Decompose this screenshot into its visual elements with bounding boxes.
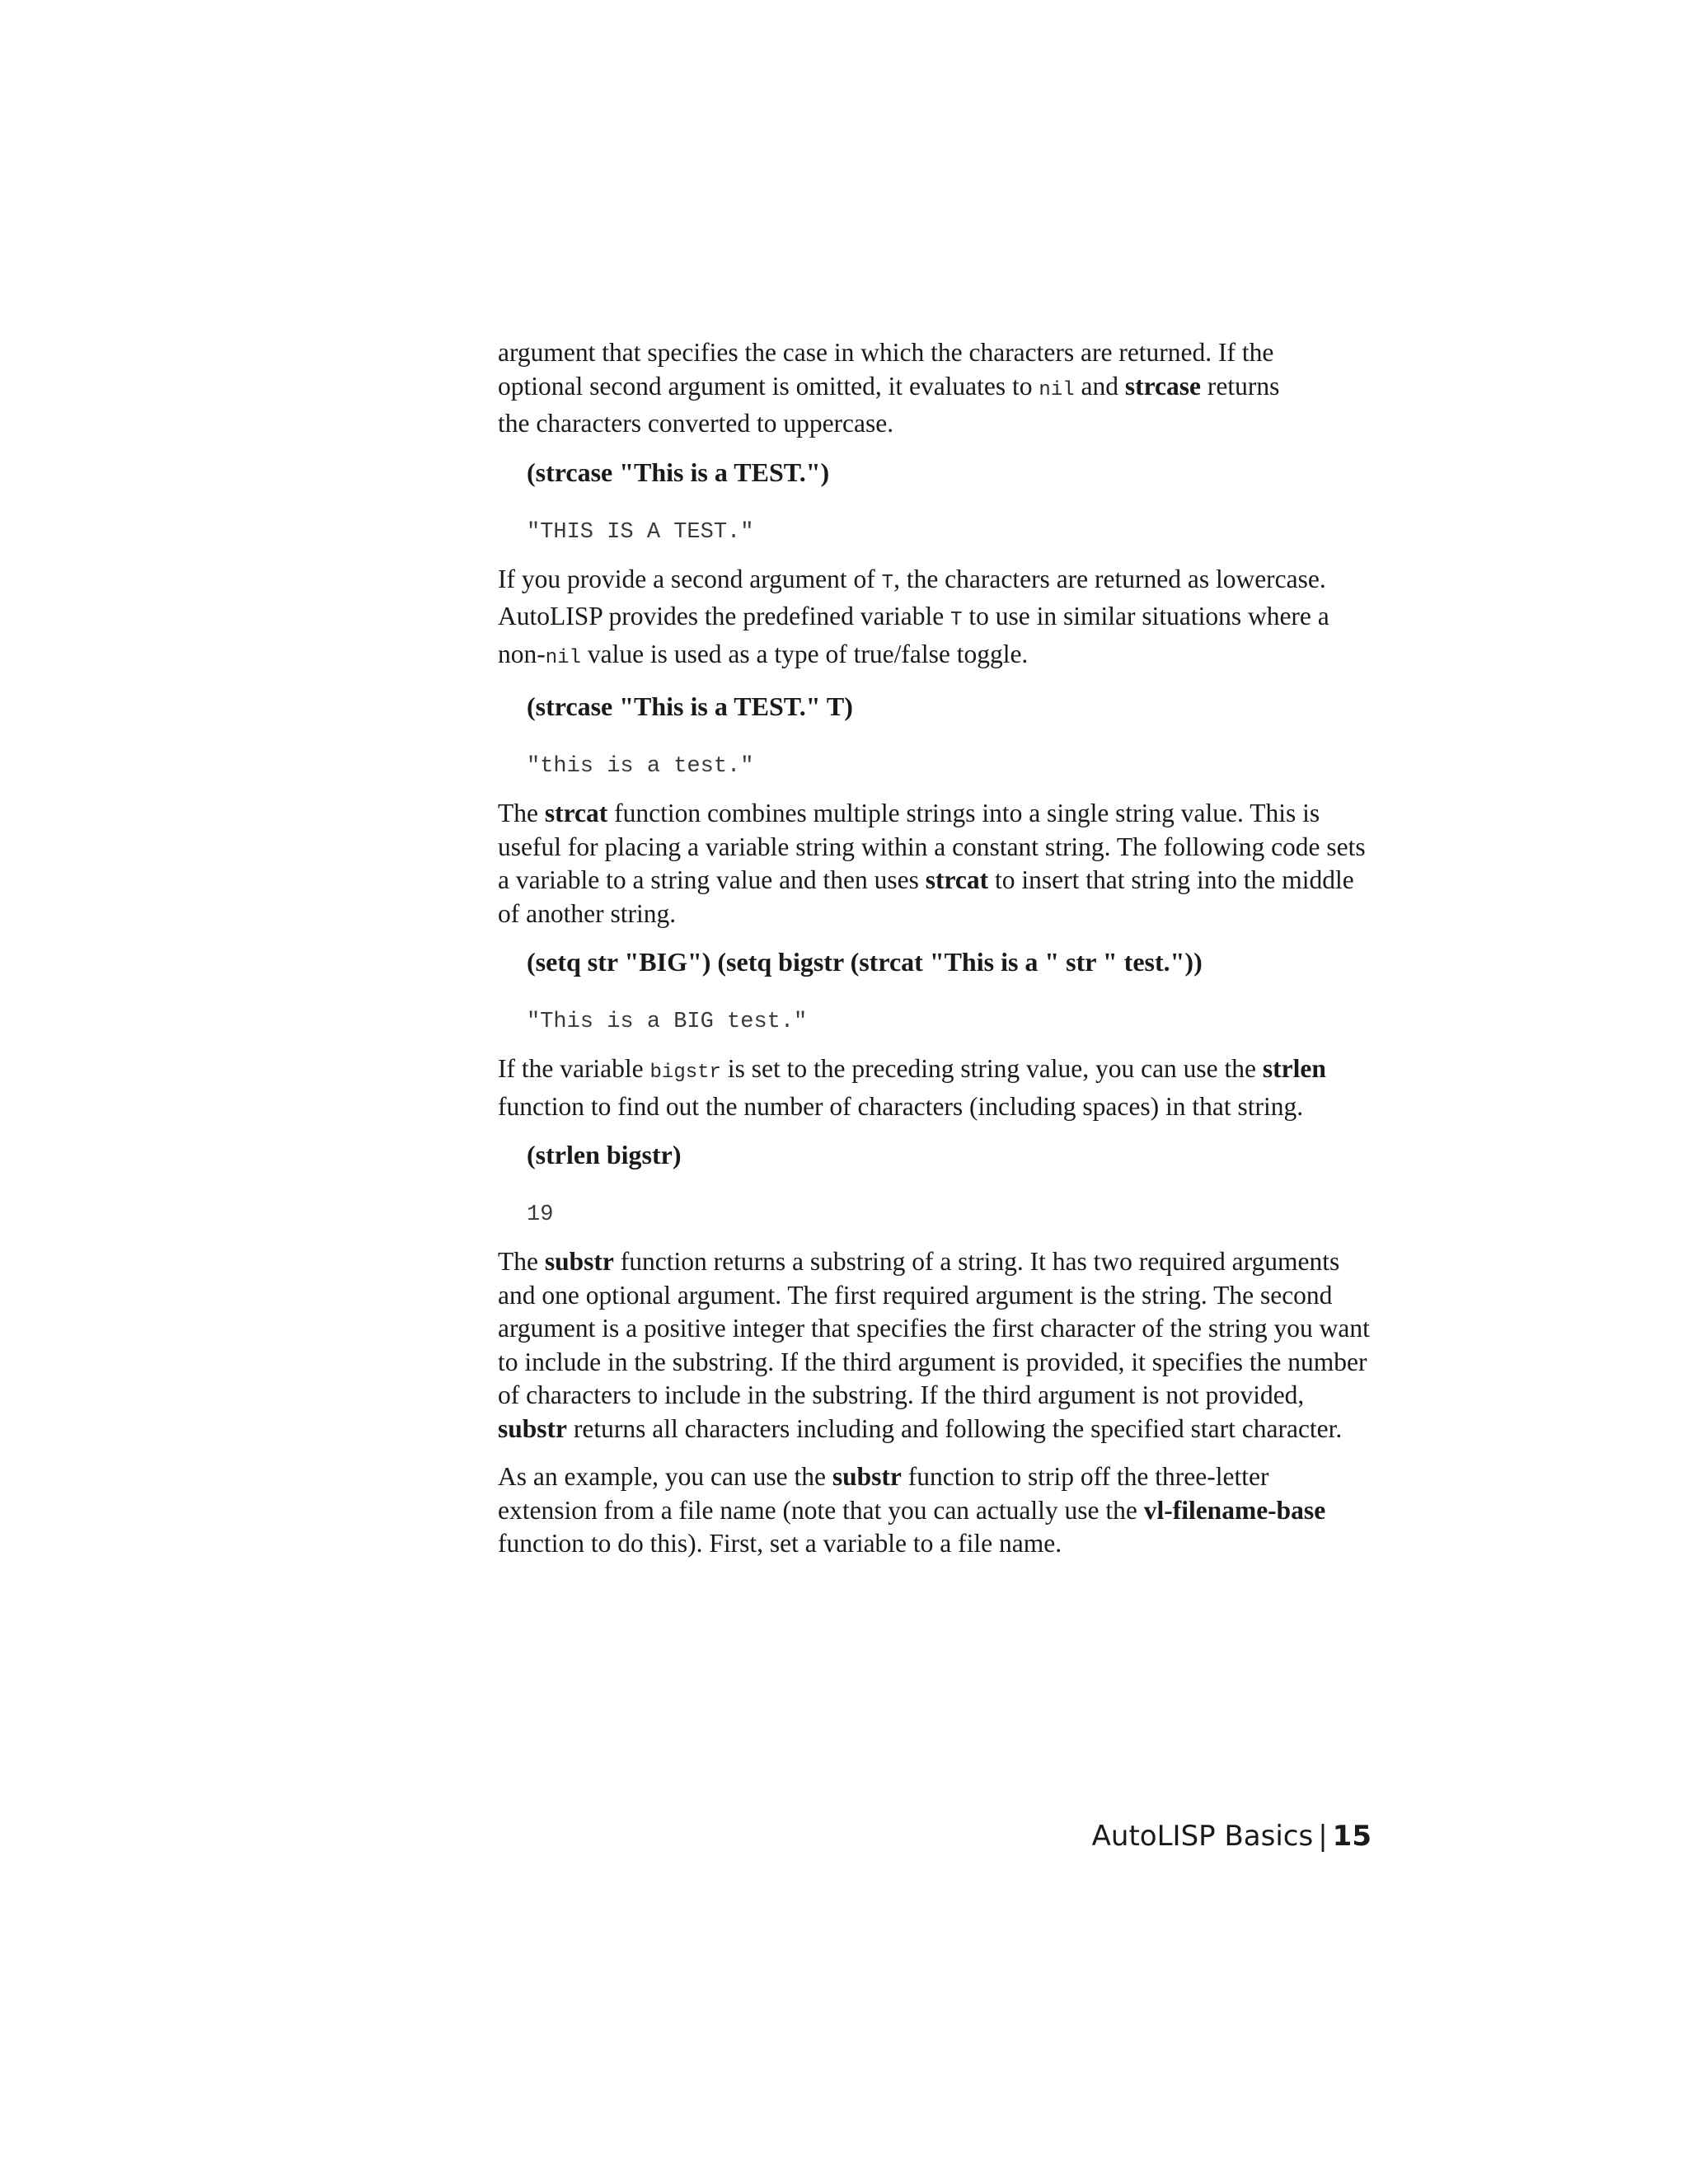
function-name-substr: substr <box>832 1462 902 1491</box>
code-output-length: 19 <box>527 1202 554 1227</box>
strcat-paragraph: The strcat function combines multiple strings into a single string value. This is useful for placing a variable string within a constant string. The following code sets a variable to a string value and then uses strcat to insert that string into the middle of another string. <box>498 799 1366 928</box>
page-number: 15 <box>1332 1820 1372 1853</box>
function-name-strcat: strcat <box>544 799 608 827</box>
footer-section-title: AutoLISP Basics <box>1091 1820 1314 1853</box>
example-paragraph: As an example, you can use the substr function to strip off the three-letter extension from a file name (note that you can actually use the vl-filename-base function to do this). First, set a variable to a file name. <box>498 1462 1326 1558</box>
page-body <box>498 336 1372 1561</box>
code-example-strcat: (setq str "BIG") (setq bigstr (strcat "This is a " str " test.")) <box>527 947 1203 977</box>
code-example-strcase-t: (strcase "This is a TEST." T) <box>527 691 853 721</box>
function-name-substr: substr <box>498 1413 568 1443</box>
function-name-strcase: strcase <box>1124 371 1202 401</box>
inline-code-bigstr: bigstr <box>649 1062 721 1084</box>
page-footer <box>1092 1820 1372 1853</box>
lowercase-paragraph: If you provide a second argument of T, the characters are returned as lowercase. AutoLISP provides the predefined variable T to use in similar situations where a non-nil value is used as a type of true/false toggle. <box>498 564 1329 669</box>
inline-code-t: T <box>950 609 963 631</box>
code-output-lowercase: "this is a test." <box>527 754 754 779</box>
substr-paragraph: The substr function returns a substring of a string. It has two required arguments and one optional argument. The first required argument is the string. The second argument is a positive integer that specifies the first character of the string you want to include in the substring. If the third argument is provided, it specifies the number of characters to include in the substring. If the third argument is not provided, substr returns all characters including and following the specified start character. <box>498 1247 1370 1443</box>
inline-code-nil: nil <box>1039 378 1075 401</box>
inline-code-nil: nil <box>545 646 581 669</box>
code-output-bigstr: "This is a BIG test." <box>527 1010 808 1034</box>
inline-code-t: T <box>881 571 894 594</box>
function-name-strcat: strcat <box>925 865 989 894</box>
footer-separator: | <box>1318 1820 1328 1853</box>
code-example-strlen: (strlen bigstr) <box>527 1140 682 1169</box>
intro-paragraph: argument that specifies the case in which the characters are returned. If the optional second argument is omitted, it evaluates to nil and strcase returns the characters converted to uppercase. <box>498 338 1280 438</box>
code-output-uppercase: "THIS IS A TEST." <box>527 519 754 545</box>
function-name-strlen: strlen <box>1262 1054 1326 1083</box>
intro-line1: argument that specifies the case in which the characters are returned. If the <box>498 338 1274 367</box>
function-name-vl-filename-base: vl-filename-base <box>1143 1495 1326 1525</box>
function-name-substr: substr <box>544 1247 614 1276</box>
strlen-paragraph: If the variable bigstr is set to the preceding string value, you can use the strlen function to find out the number of characters (including spaces) in that string. <box>498 1054 1326 1121</box>
code-example-strcase: (strcase "This is a TEST.") <box>527 457 830 487</box>
